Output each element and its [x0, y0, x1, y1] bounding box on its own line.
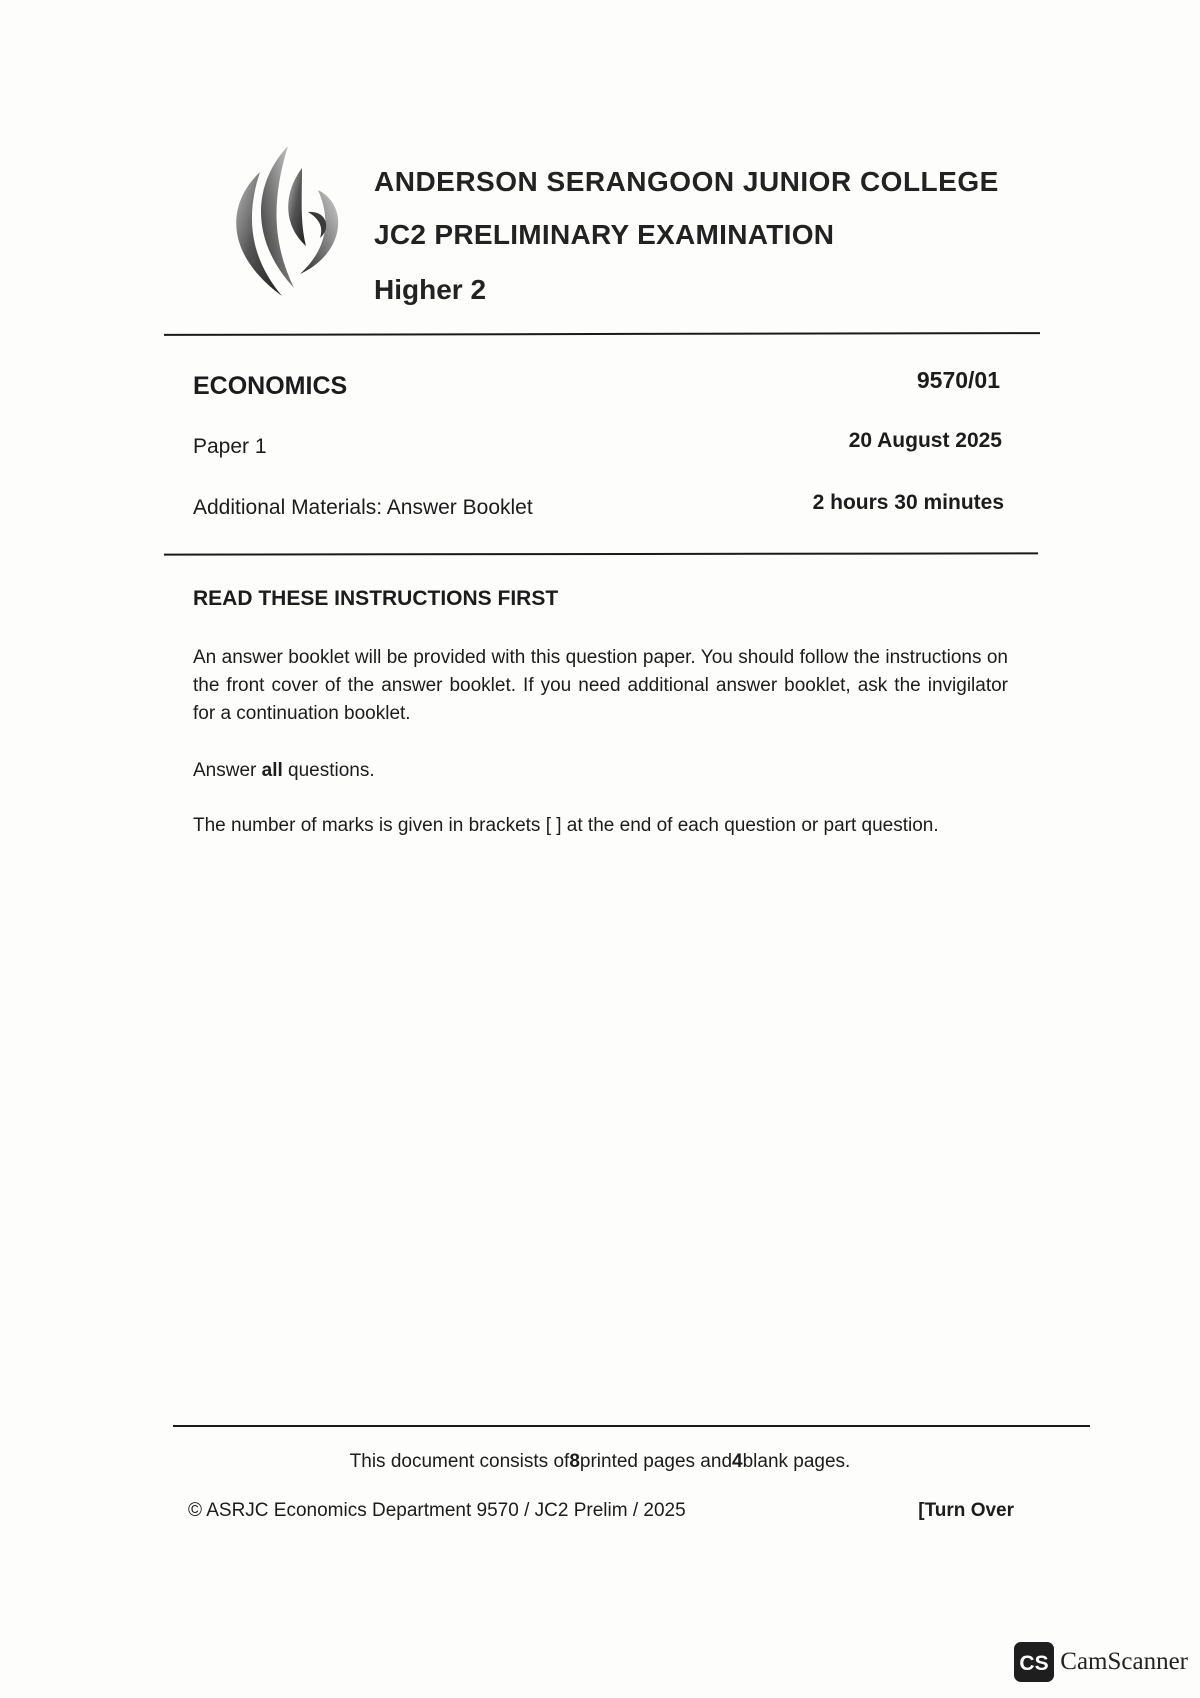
- college-name: ANDERSON SERANGOON JUNIOR COLLEGE: [374, 166, 999, 197]
- turn-over-label: [Turn Over: [918, 1500, 1014, 1521]
- exam-title: JC2 PRELIMINARY EXAMINATION: [374, 219, 835, 250]
- header-divider: [164, 332, 1040, 336]
- syllabus-code: 9570/01: [916, 367, 1000, 393]
- exam-date: 20 August 2025: [848, 429, 1002, 452]
- page-count-middle: printed pages and: [579, 1451, 733, 1472]
- page-count-suffix: blank pages.: [742, 1451, 851, 1472]
- instructions-answer-suffix: questions.: [282, 760, 375, 781]
- paper-number: Paper 1: [193, 435, 267, 458]
- copyright-line: © ASRJC Economics Department 9570 / JC2 Prelim / 2025: [188, 1500, 686, 1521]
- additional-materials: Additional Materials: Answer Booklet: [193, 496, 533, 519]
- info-divider: [164, 552, 1038, 555]
- page-count-note: [0, 1451, 1200, 1473]
- blank-pages-count: 4: [732, 1451, 743, 1472]
- instructions-answer-prefix: Answer: [193, 760, 262, 781]
- instructions-heading: READ THESE INSTRUCTIONS FIRST: [193, 587, 559, 610]
- page-count-prefix: This document consists of: [349, 1451, 570, 1472]
- instructions-answer-all-emphasis: all: [261, 760, 283, 781]
- instructions-answer-all: [193, 757, 1008, 785]
- printed-pages-count: 8: [569, 1451, 580, 1472]
- instructions-paragraph: An answer booklet will be provided with this question paper. You should follow the instructions on the front cover of the answer booklet. If you need additional answer booklet, ask the invigilator for a continuation booklet.: [193, 647, 1008, 724]
- instructions-marks-note: The number of marks is given in brackets [ ] at the end of each question or part question.: [193, 815, 939, 836]
- college-logo-icon: [222, 142, 352, 302]
- subject-name: ECONOMICS: [193, 372, 348, 400]
- footer-divider: [173, 1425, 1090, 1427]
- camscanner-watermark: [1014, 1642, 1188, 1682]
- camscanner-logo-text: CS: [1019, 1652, 1049, 1675]
- camscanner-label: CamScanner: [1060, 1648, 1188, 1675]
- exam-level: Higher 2: [374, 274, 487, 305]
- camscanner-logo-icon: [1014, 1642, 1054, 1682]
- exam-duration: 2 hours 30 minutes: [812, 491, 1004, 514]
